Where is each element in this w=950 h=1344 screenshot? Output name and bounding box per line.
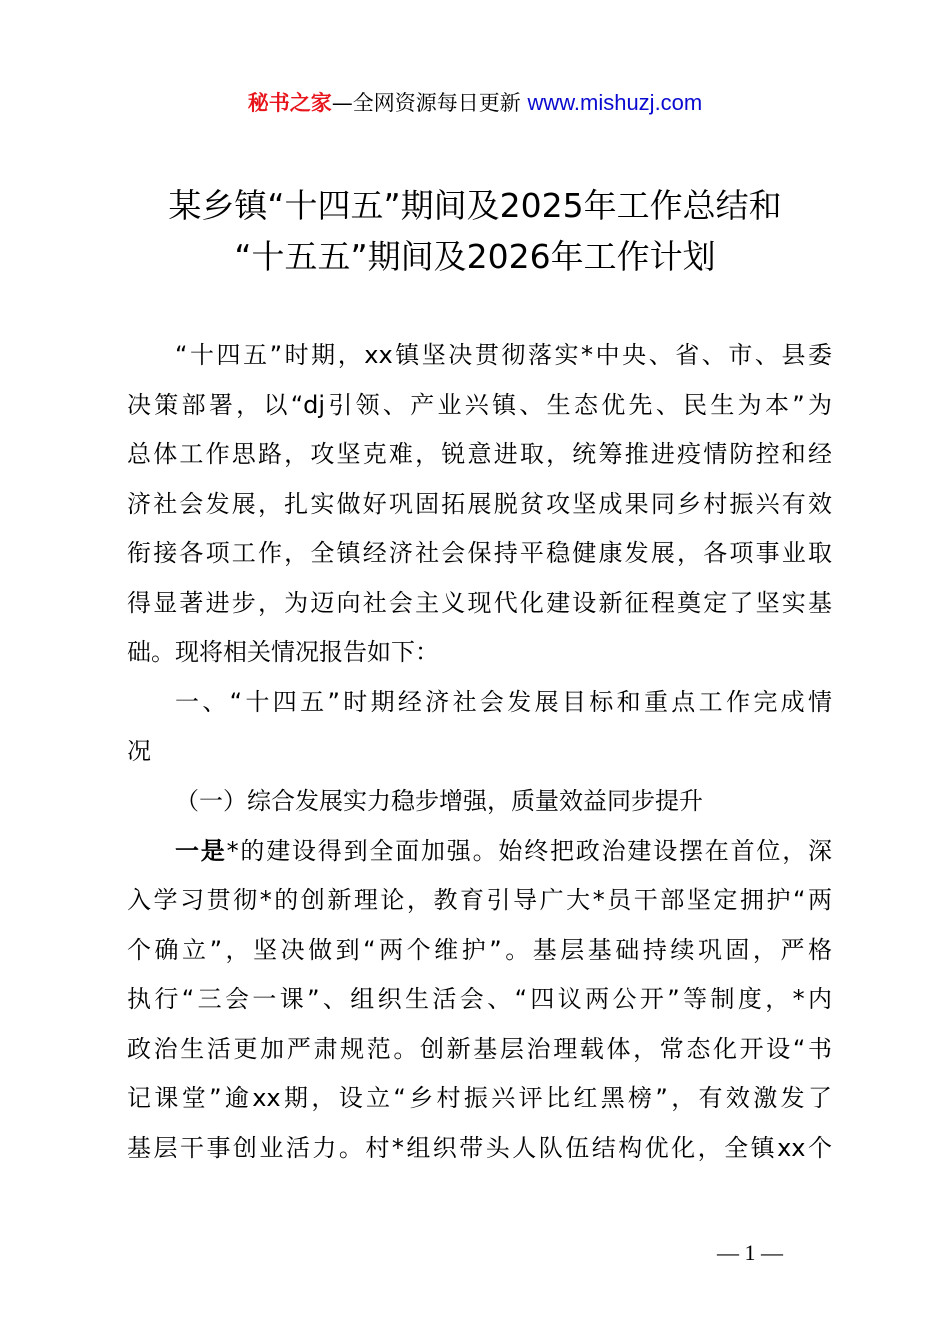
- paragraph-line-text: *的建设得到全面加强。始终把政治建设摆在首位，深: [226, 837, 833, 865]
- paragraph-line: 政治生活更加严肃规范。创新基层治理载体，常态化开设“书: [127, 1035, 832, 1063]
- section-heading-line: 一、“十四五”时期经济社会发展目标和重点工作完成情: [175, 688, 832, 716]
- paragraph-line: 记课堂”逾xx期，设立“乡村振兴评比红黑榜”，有效激发了: [127, 1084, 832, 1112]
- paragraph-line: [127, 836, 832, 866]
- site-url[interactable]: www.mishuzj.com: [527, 90, 703, 115]
- subsection-heading: （一）综合发展实力稳步增强，质量效益同步提升: [175, 787, 703, 815]
- document-title-line-1: 某乡镇“十四五”期间及2025年工作总结和: [168, 186, 782, 225]
- paragraph-line: 得显著进步，为迈向社会主义现代化建设新征程奠定了坚实基: [127, 589, 832, 617]
- paragraph-line: 基层干事创业活力。村*组织带头人队伍结构优化，全镇xx个: [127, 1134, 832, 1162]
- page-number: — 1 —: [717, 1240, 783, 1265]
- document-title-line-2: “十五五”期间及2026年工作计划: [234, 237, 716, 276]
- paragraph-line: “十四五”时期，xx镇坚决贯彻落实*中央、省、市、县委: [175, 341, 832, 369]
- bold-lead: 一是: [175, 837, 227, 865]
- paragraph-line: 础。现将相关情况报告如下：: [127, 638, 439, 666]
- site-header: [0, 88, 950, 118]
- section-heading-line: 况: [127, 737, 151, 765]
- paragraph-line: 济社会发展，扎实做好巩固拓展脱贫攻坚成果同乡村振兴有效: [127, 490, 832, 518]
- paragraph-line: 执行“三会一课”、组织生活会、“四议两公开”等制度，*内: [127, 985, 832, 1013]
- header-tagline: —全网资源每日更新: [331, 91, 528, 115]
- paragraph-line: 总体工作思路，攻坚克难，锐意进取，统筹推进疫情防控和经: [127, 440, 832, 468]
- paragraph-line: 个确立”，坚决做到“两个维护”。基层基础持续巩固，严格: [127, 936, 832, 964]
- paragraph-line: 决策部署，以“dj引领、产业兴镇、生态优先、民生为本”为: [127, 391, 832, 419]
- brand-name: 秘书之家: [247, 91, 332, 115]
- paragraph-line: 入学习贯彻*的创新理论，教育引导广大*员干部坚定拥护“两: [127, 886, 832, 914]
- paragraph-line: 衔接各项工作，全镇经济社会保持平稳健康发展，各项事业取: [127, 539, 832, 567]
